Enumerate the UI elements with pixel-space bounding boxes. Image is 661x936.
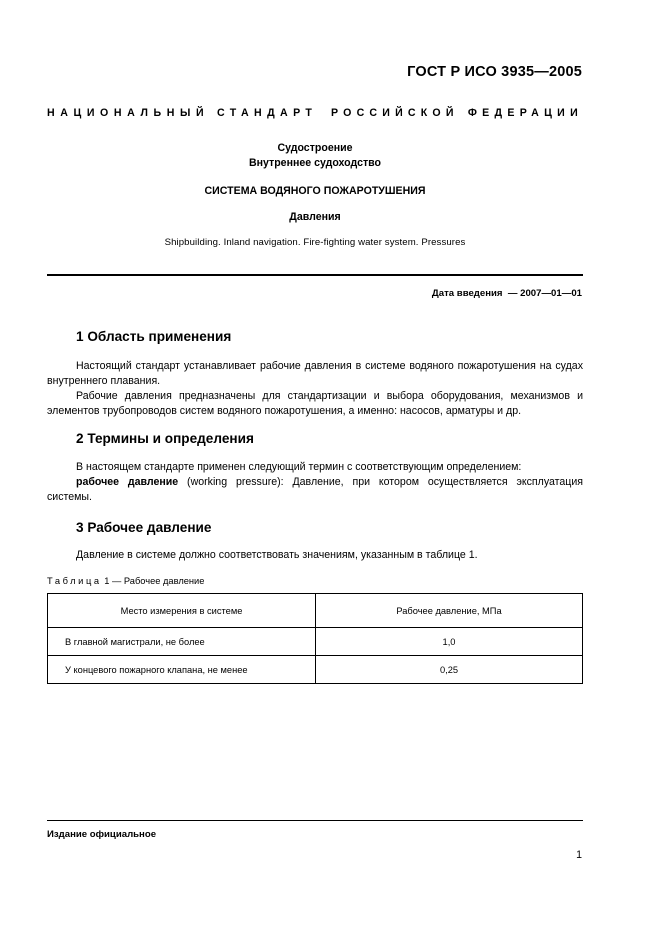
term-definition bbox=[47, 475, 583, 505]
title-line-2: Внутреннее судоходство bbox=[248, 157, 382, 169]
paragraph: Рабочие давления предназначены для стандартизации и выбора оборудования, механизмов и элементов трубопроводов систем водяного пожаротушения, а именно: насосов, арматуры и др. bbox=[47, 390, 583, 417]
table-caption bbox=[47, 576, 204, 586]
english-title: Shipbuilding. Inland navigation. Fire-fighting water system. Pressures bbox=[164, 237, 466, 248]
table-header-cell: Рабочее давление, МПа bbox=[316, 594, 583, 628]
banner-word: НАЦИОНАЛЬНЫЙ bbox=[47, 107, 210, 119]
table-caption-text: 1 — Рабочее давление bbox=[104, 576, 205, 586]
table-row bbox=[48, 628, 583, 656]
banner-word: СТАНДАРТ bbox=[217, 107, 318, 119]
section-2-body bbox=[47, 460, 583, 505]
table-row bbox=[48, 656, 583, 684]
term-definition-text: (working pressure): Давление, при котором осуществляется эксплуатация системы. bbox=[47, 476, 584, 503]
section-2-heading: 2 Термины и определения bbox=[76, 431, 254, 446]
table-header-cell: Место измерения в системе bbox=[48, 594, 316, 628]
paragraph: Настоящий стандарт устанавливает рабочие давления в системе водяного пожаротушения на судах внутреннего плавания. bbox=[47, 360, 583, 387]
section-3-heading: 3 Рабочее давление bbox=[76, 520, 212, 535]
table-cell: В главной магистрали, не более bbox=[48, 628, 316, 656]
effective-date-value: — 2007—01—01 bbox=[507, 288, 582, 299]
banner-word: ФЕДЕРАЦИИ bbox=[467, 107, 583, 119]
table-cell: 1,0 bbox=[316, 628, 583, 656]
edition-note: Издание официальное bbox=[47, 829, 157, 840]
table-cell: У концевого пожарного клапана, не менее bbox=[48, 656, 316, 684]
pressure-table bbox=[47, 593, 583, 684]
paragraph: В настоящем стандарте применен следующий термин с соответствующим определением: bbox=[76, 461, 522, 473]
term: рабочее давление bbox=[76, 476, 179, 488]
standard-number: ГОСТ Р ИСО 3935—2005 bbox=[407, 64, 582, 80]
paragraph: Давление в системе должно соответствовать значениям, указанным в таблице 1. bbox=[76, 549, 478, 561]
title-divider bbox=[47, 274, 583, 276]
section-3-body bbox=[47, 548, 583, 563]
table-header-row bbox=[48, 594, 583, 628]
table-cell: 0,25 bbox=[316, 656, 583, 684]
section-1-body bbox=[47, 359, 583, 419]
footer-divider bbox=[47, 820, 583, 821]
page-number: 1 bbox=[576, 849, 582, 861]
title-line-1: Судостроение bbox=[277, 142, 353, 154]
effective-date bbox=[432, 288, 582, 299]
banner-word: РОССИЙСКОЙ bbox=[331, 107, 459, 119]
document-title: СИСТЕМА ВОДЯНОГО ПОЖАРОТУШЕНИЯ bbox=[204, 185, 426, 197]
table-caption-word: Таблица bbox=[47, 576, 102, 586]
effective-date-label: Дата введения bbox=[431, 288, 503, 299]
section-1-heading: 1 Область применения bbox=[76, 329, 232, 344]
document-subtitle: Давления bbox=[289, 211, 341, 223]
